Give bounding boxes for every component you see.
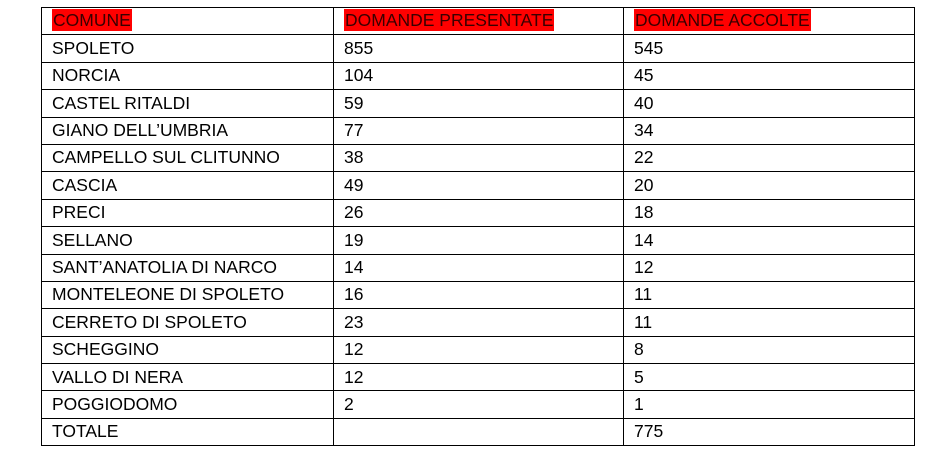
accolte-cell: 20 bbox=[624, 172, 915, 199]
total-accolte-cell: 775 bbox=[624, 418, 915, 445]
table-row bbox=[42, 336, 915, 363]
comune-cell: CERRETO DI SPOLETO bbox=[42, 309, 334, 336]
presentate-cell: 59 bbox=[334, 90, 624, 117]
accolte-cell: 34 bbox=[624, 117, 915, 144]
presentate-cell: 77 bbox=[334, 117, 624, 144]
comune-cell: VALLO DI NERA bbox=[42, 364, 334, 391]
accolte-cell: 11 bbox=[624, 309, 915, 336]
comune-cell: PRECI bbox=[42, 199, 334, 226]
presentate-cell: 14 bbox=[334, 254, 624, 281]
comune-cell: CASCIA bbox=[42, 172, 334, 199]
table-row bbox=[42, 172, 915, 199]
table-row bbox=[42, 144, 915, 171]
presentate-cell: 38 bbox=[334, 144, 624, 171]
accolte-cell: 18 bbox=[624, 199, 915, 226]
total-presentate-cell bbox=[334, 418, 624, 445]
presentate-cell: 23 bbox=[334, 309, 624, 336]
accolte-cell: 14 bbox=[624, 227, 915, 254]
table-row bbox=[42, 62, 915, 89]
table-row bbox=[42, 254, 915, 281]
presentate-cell: 855 bbox=[334, 35, 624, 62]
table-body bbox=[42, 8, 915, 446]
comune-cell: SCHEGGINO bbox=[42, 336, 334, 363]
header-cell-accolte bbox=[624, 8, 915, 35]
presentate-cell: 2 bbox=[334, 391, 624, 418]
accolte-cell: 545 bbox=[624, 35, 915, 62]
comune-cell: POGGIODOMO bbox=[42, 391, 334, 418]
header-label: DOMANDE PRESENTATE bbox=[345, 10, 554, 31]
comune-cell: SPOLETO bbox=[42, 35, 334, 62]
accolte-cell: 11 bbox=[624, 281, 915, 308]
accolte-cell: 40 bbox=[624, 90, 915, 117]
comune-cell: CASTEL RITALDI bbox=[42, 90, 334, 117]
accolte-cell: 12 bbox=[624, 254, 915, 281]
comune-cell: SANT’ANATOLIA DI NARCO bbox=[42, 254, 334, 281]
table-row bbox=[42, 309, 915, 336]
presentate-cell: 104 bbox=[334, 62, 624, 89]
table-header-row bbox=[42, 8, 915, 35]
header-cell-comune bbox=[42, 8, 334, 35]
header-cell-presentate bbox=[334, 8, 624, 35]
accolte-cell: 1 bbox=[624, 391, 915, 418]
table-row bbox=[42, 117, 915, 144]
header-label: COMUNE bbox=[53, 10, 131, 31]
presentate-cell: 16 bbox=[334, 281, 624, 308]
accolte-cell: 22 bbox=[624, 144, 915, 171]
comune-cell: GIANO DELL’UMBRIA bbox=[42, 117, 334, 144]
presentate-cell: 12 bbox=[334, 364, 624, 391]
accolte-cell: 8 bbox=[624, 336, 915, 363]
comune-cell: NORCIA bbox=[42, 62, 334, 89]
comune-cell: SELLANO bbox=[42, 227, 334, 254]
table-row bbox=[42, 35, 915, 62]
presentate-cell: 12 bbox=[334, 336, 624, 363]
total-comune-cell: TOTALE bbox=[42, 418, 334, 445]
table-row bbox=[42, 391, 915, 418]
comune-cell: MONTELEONE DI SPOLETO bbox=[42, 281, 334, 308]
table-row bbox=[42, 90, 915, 117]
presentate-cell: 26 bbox=[334, 199, 624, 226]
accolte-cell: 45 bbox=[624, 62, 915, 89]
table-total-row bbox=[42, 418, 915, 445]
table-row bbox=[42, 281, 915, 308]
header-label: DOMANDE ACCOLTE bbox=[635, 10, 810, 31]
presentate-cell: 19 bbox=[334, 227, 624, 254]
table-row bbox=[42, 227, 915, 254]
presentate-cell: 49 bbox=[334, 172, 624, 199]
comune-cell: CAMPELLO SUL CLITUNNO bbox=[42, 144, 334, 171]
data-table bbox=[41, 7, 915, 446]
accolte-cell: 5 bbox=[624, 364, 915, 391]
table-row bbox=[42, 364, 915, 391]
table-row bbox=[42, 199, 915, 226]
